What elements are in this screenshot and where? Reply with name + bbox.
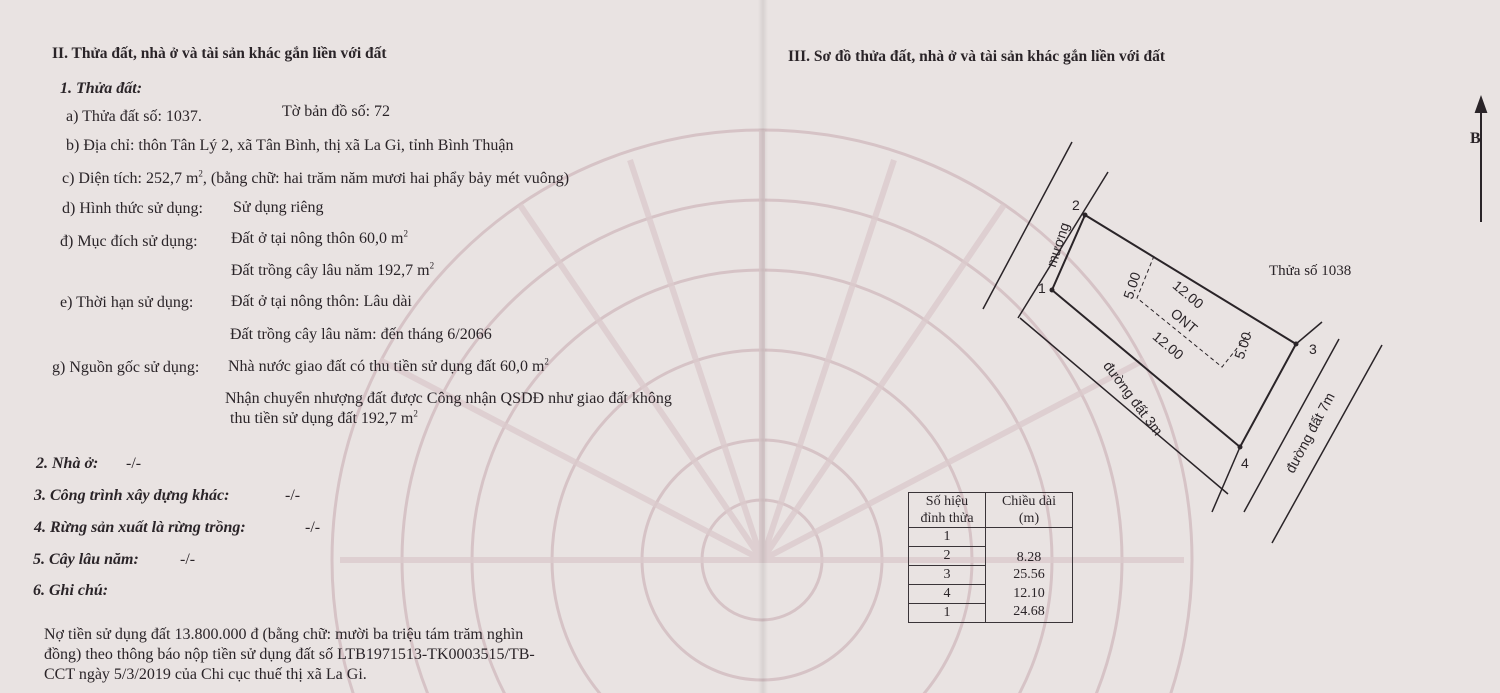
note-line-1: Nợ tiền sử dụng đất 13.800.000 đ (bằng chữ: mười ba triệu tám trăm nghìn <box>44 626 524 643</box>
dimension-top: 12.00 <box>1169 277 1207 312</box>
road-7m-edge-1 <box>1212 447 1240 512</box>
length-cell: 12.10 <box>986 585 1073 604</box>
notes-label: 6. Ghi chú: <box>33 582 109 599</box>
house-label: 2. Nhà ở: <box>36 455 99 472</box>
north-label: B <box>1470 130 1481 147</box>
road-7m-label: đường đất 7m <box>1282 389 1338 476</box>
usage-origin-1: Nhà nước giao đất có thu tiền sử dụng đất 60,0 $m^2$ <box>228 356 549 375</box>
section-heading-left: II. Thửa đất, nhà ở và tài sản khác gắn liền với đất <box>52 45 387 62</box>
usage-origin-3: thu tiền sử dụng đất 192,7 $m^2$ <box>230 408 418 427</box>
land-use-code: ONT <box>1167 305 1201 337</box>
section-heading-right: III. Sơ đồ thửa đất, nhà ở và tài sản khác gắn liền với đất <box>788 48 1166 65</box>
forest-label: 4. Rừng sản xuất là rừng trồng: <box>34 519 246 536</box>
vertex-3: 3 <box>1309 341 1317 357</box>
map-sheet-number: Tờ bản đồ số: 72 <box>282 103 391 120</box>
perennial-trees-label: 5. Cây lâu năm: <box>33 551 139 568</box>
point-cell: 1 <box>909 604 986 623</box>
point-cell: 2 <box>909 547 986 566</box>
road-3m-edge <box>1020 318 1228 494</box>
neighbor-parcel-label: Thửa số 1038 <box>1269 263 1352 279</box>
point-cell: 4 <box>909 585 986 604</box>
perennial-trees-value: -/- <box>180 551 196 568</box>
north-arrow <box>1476 98 1486 222</box>
table-header-row <box>909 493 1073 528</box>
road-7m-edge-3 <box>1272 345 1382 543</box>
usage-purpose-residential: Đất ở tại nông thôn 60,0 $m^2$ <box>231 228 408 247</box>
table-row <box>909 528 1073 547</box>
dimension-right: 5.00 <box>1231 330 1255 361</box>
point-cell: 3 <box>909 566 986 585</box>
usage-form-label: d) Hình thức sử dụng: <box>62 200 203 217</box>
length-cell: 25.56 <box>986 566 1073 585</box>
usage-term-residential: Đất ở tại nông thôn: Lâu dài <box>231 293 412 310</box>
note-line-3: CCT ngày 5/3/2019 của Chi cục thuế thị xã La Gi. <box>44 666 367 683</box>
table-row <box>909 604 1073 623</box>
usage-purpose-label: đ) Mục đích sử dụng: <box>60 233 198 250</box>
road-3m-label: đường đất 3m <box>1100 358 1167 439</box>
area-in-words: , (bằng chữ: hai trăm năm mươi hai phẩy bảy mét vuông) <box>202 170 570 187</box>
corner-length-table <box>908 492 1073 623</box>
dimension-left: 5.00 <box>1120 270 1144 301</box>
table-row <box>909 566 1073 585</box>
point-cell: 1 <box>909 528 986 547</box>
usage-term-label: e) Thời hạn sử dụng: <box>60 294 194 311</box>
house-value: -/- <box>126 455 142 472</box>
area-value: c) Diện tích: 252,7 m <box>62 170 199 187</box>
vertex-4: 4 <box>1241 455 1249 471</box>
area-unit-sup: 2 <box>198 168 203 179</box>
dimension-bottom: 12.00 <box>1149 328 1187 363</box>
address: b) Địa chỉ: thôn Tân Lý 2, xã Tân Bình, thị xã La Gi, tỉnh Bình Thuận <box>66 137 514 154</box>
usage-origin-2: Nhận chuyển nhượng đất được Công nhận QSDĐ như giao đất không <box>225 390 672 407</box>
canal-label: mương <box>1043 220 1073 269</box>
usage-purpose-perennial: Đất trồng cây lâu năm 192,7 $m^2$ <box>231 260 435 279</box>
header-length: Chiều dài (m) <box>986 493 1073 528</box>
table-row <box>909 585 1073 604</box>
subsection-title-land: 1. Thửa đất: <box>60 80 143 97</box>
length-cell: 8.28 <box>986 528 1073 566</box>
note-line-2: đồng) theo thông báo nộp tiền sử dụng đất số LTB1971513-TK0003515/TB- <box>44 646 535 663</box>
usage-origin-label: g) Nguồn gốc sử dụng: <box>52 359 200 376</box>
vertex-2: 2 <box>1072 197 1080 213</box>
other-works-value: -/- <box>285 487 301 504</box>
parcel-outline <box>1052 215 1296 447</box>
road-7m-edge-2 <box>1244 339 1339 512</box>
length-cell: 24.68 <box>986 604 1073 623</box>
other-works-label: 3. Công trình xây dựng khác: <box>34 487 230 504</box>
usage-term-perennial: Đất trồng cây lâu năm: đến tháng 6/2066 <box>230 326 492 343</box>
usage-form-value: Sử dụng riêng <box>233 199 324 216</box>
forest-value: -/- <box>305 519 321 536</box>
vertex-1: 1 <box>1038 280 1046 296</box>
header-point-id: Số hiệu đỉnh thửa <box>909 493 986 528</box>
parcel-number: a) Thửa đất số: 1037. <box>66 108 202 125</box>
